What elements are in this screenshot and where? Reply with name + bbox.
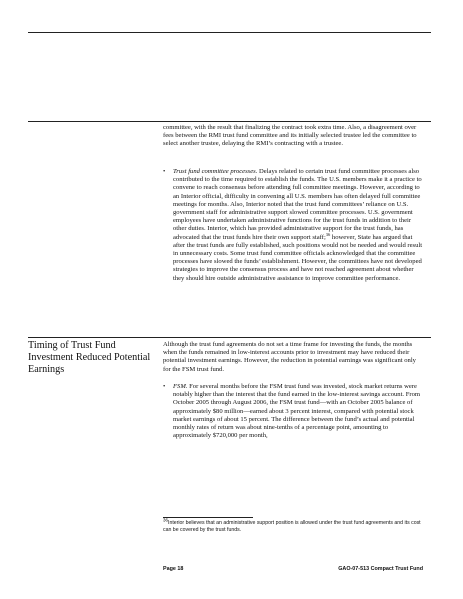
bullet-text: For several months before the FSM trust fund was invested, stock market returns were notably higher than the interest that the fund earned in the low-interest savings account. From October 2005 through August 2006, the FSM trust fund—with an October 2005 balance of approximately $80 million—earned about 3 percent interest, compared with potential stock market earnings of about 15 percent. The difference between the fund’s actual and potential monthly rates of return was about nine-tenths of a percentage point, amounting to approximately $720,000 per month,: [173, 383, 421, 440]
section-rule-lower: [28, 337, 431, 338]
page-number: Page 18: [163, 566, 184, 572]
top-rule: [28, 32, 431, 33]
bullet-dot: •: [163, 168, 166, 175]
bullet-fsm: [163, 383, 425, 440]
intro-paragraph: committee, with the result that finalizing the contract took extra time. Also, a disagreement over fees between the RMI trust fund committee and its initially selected trustee led the committee to select another trustee, delaying the RMI’s contracting with a trustee.: [163, 124, 417, 148]
report-id: GAO-07-513 Compact Trust Fund: [338, 566, 423, 572]
footnote-ref[interactable]: 36: [325, 231, 331, 237]
bullet-lead: Trust fund committee processes.: [173, 168, 258, 175]
bullet-committee-processes: [163, 168, 425, 283]
section-rule-upper: [28, 121, 431, 122]
bullet-text-continued: however, State has argued that after the trust funds are fully established, such positions would not be needed and would result in unnecessary costs. Some trust fund committee officials acknowledged that the committee processes have slowed the funds’ establishment. However, the committees have not developed strategies to improve the consensus process and have not reached agreement about whether they should hire outside administrative assistance to improve committee performance.: [173, 233, 423, 282]
bullet-dot: •: [163, 383, 166, 390]
section-heading: Timing of Trust Fund Investment Reduced Potential Earnings: [28, 340, 151, 376]
footnote-number: 36: [163, 517, 169, 523]
footnote: [163, 517, 425, 534]
bullet-lead: FSM.: [173, 383, 188, 390]
footnote-text: Interior believes that an administrative support position is allowed under the trust fund agreements and its cost can be covered by the trust funds.: [163, 520, 421, 533]
footnote-rule: [163, 517, 253, 518]
bullet-text: Delays related to certain trust fund committee processes also contributed to the time required to establish the funds. The U.S. members make it a practice to convene to reach consensus before attending full committee meetings. However, according to an Interior official, difficulty in convening all U.S. members has often delayed full committee meetings for months. Also, Interior noted that the trust fund committees’ reliance on U.S. government staff for administrative support slowed committee processes. U.S. government employees have undertaken administrative functions for the trust funds in addition to their other duties. Interior, which has provided administrative support for the trust funds, has advocated that the trust funds hire their own support staff;: [173, 168, 422, 241]
timing-paragraph: Although the trust fund agreements do not set a time frame for investing the funds, the months when the funds remained in low-interest accounts prior to investment may have reduced their potential investment earnings. However, the reduction in potential earnings was significant only for the FSM trust fund.: [163, 341, 416, 373]
